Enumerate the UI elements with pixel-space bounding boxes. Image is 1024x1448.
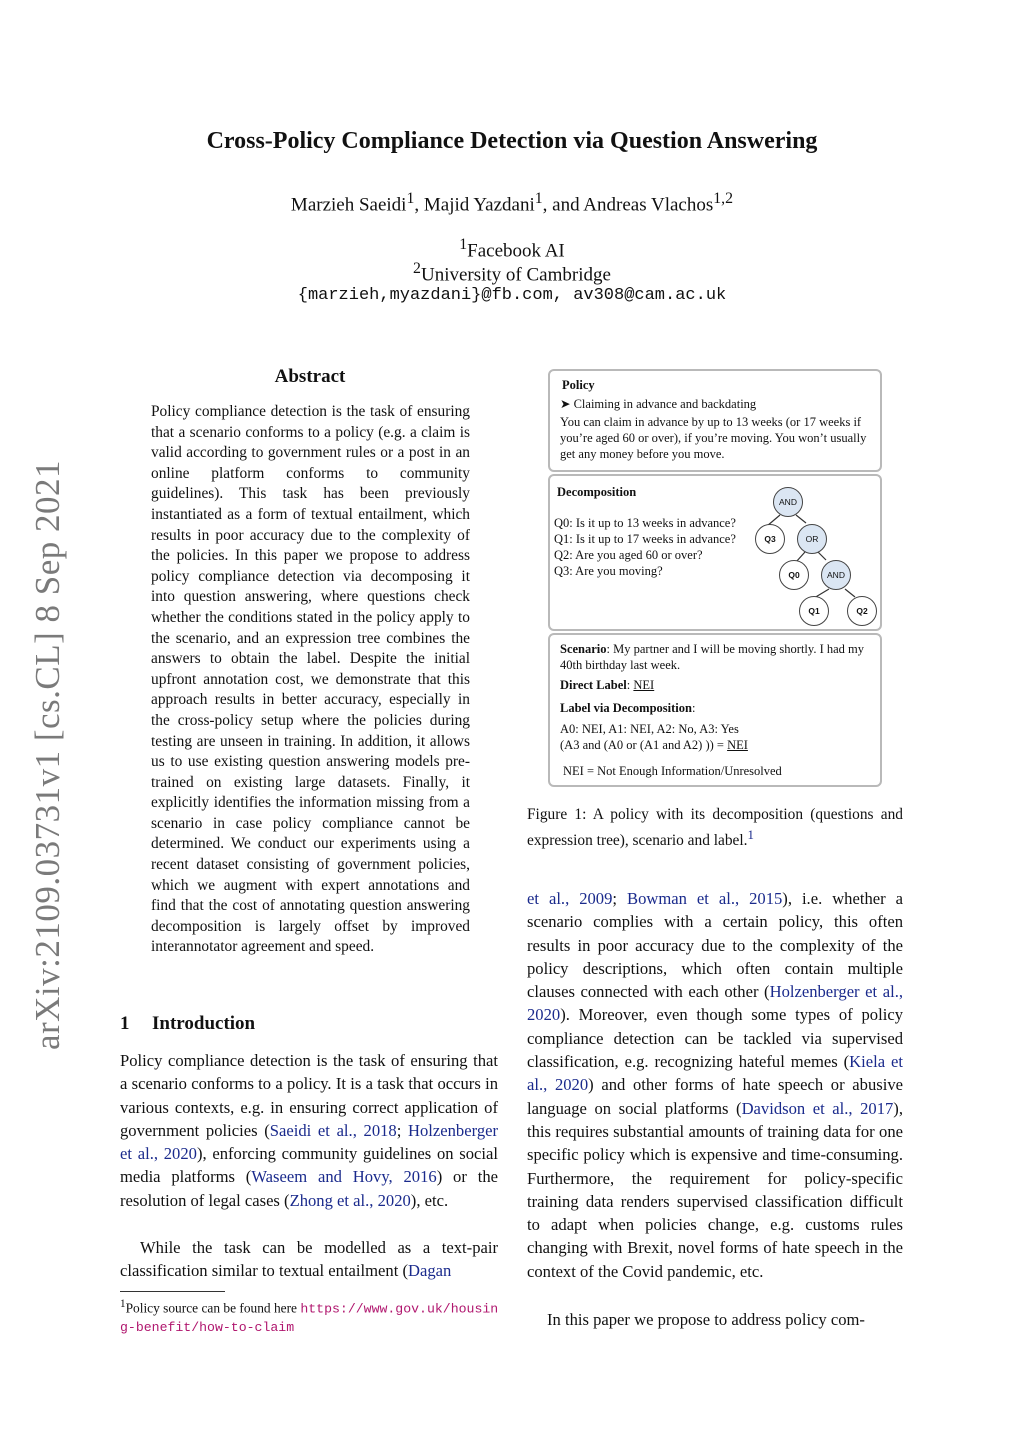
expression-line: (A3 and (A0 or (A1 and A2) )) = NEI bbox=[560, 738, 748, 752]
footnote-divider bbox=[120, 1291, 225, 1292]
section-title: Introduction bbox=[152, 1013, 256, 1034]
citation-link[interactable]: Waseem and Hovy, 2016 bbox=[251, 1167, 437, 1187]
tree-node-and-inner: AND bbox=[821, 560, 851, 590]
footnote-mark: 1 bbox=[120, 1298, 126, 1310]
author-affil-mark: 1 bbox=[406, 190, 415, 207]
footnote-url-link[interactable]: https://www.gov.uk/housing-benefit/how-to-claim bbox=[120, 1301, 499, 1336]
question-q2: Q2: Are you aged 60 or over? bbox=[554, 548, 703, 562]
tree-node-and: AND bbox=[773, 487, 803, 517]
direct-label-value: NEI bbox=[633, 678, 655, 692]
citation-link[interactable]: Zhong et al., 2020 bbox=[289, 1190, 411, 1210]
citation-link[interactable]: Kiela et al., 2020 bbox=[527, 1052, 903, 1095]
tree-node-q1: Q1 bbox=[799, 596, 829, 626]
paper-title: Cross-Policy Compliance Detection via Question Answering bbox=[206, 128, 818, 154]
direct-label-line: Direct Label: NEI bbox=[560, 678, 655, 692]
answers-line: A0: NEI, A1: NEI, A2: No, A3: Yes bbox=[560, 722, 739, 736]
tree-node-q3: Q3 bbox=[755, 524, 785, 554]
author-emails: {marzieh,myazdani}@fb.com, av308@cam.ac.uk bbox=[297, 286, 727, 305]
author-affil-mark: 1,2 bbox=[713, 190, 734, 207]
decomposition-label-line: Label via Decomposition: bbox=[560, 701, 696, 715]
citation-link[interactable]: Holzenberger et al., 2020 bbox=[527, 982, 903, 1025]
policy-text: You can claim in advance by up to 13 weeks (or 17 weeks if you’re aged 60 or over), if you’re moving. You won’t usually get any money before you move. bbox=[560, 415, 867, 461]
right-column-paragraph-1: et al., 2009; Bowman et al., 2015), i.e. whether a scenario complies with a certain policy, this often results in poor accuracy due to the complexity of the policy descriptions, which often contain multiple clauses connected with each other (Holzenberger et al., 2020). Moreover, even though some types of policy compliance detection can be tackled via supervised classification, e.g. recognizing hateful memes (Kiela et al., 2020) and other forms of hate speech or abusive language on social platforms (Davidson et al., 2017), this requires substantial amounts of training data for one specific policy which is expensive and time-consuming. Furthermore, the requirement for policy-specific training data renders supervised classification difficult to adapt when policies change, e.g. customs rules changing with Brexit, novel forms of hate speech in the context of the Covid pandemic, etc. bbox=[527, 889, 903, 1281]
right-column-paragraph-2: In this paper we propose to address policy com- bbox=[547, 1310, 865, 1329]
tree-edge bbox=[796, 515, 806, 523]
author-affil-mark: 1 bbox=[534, 190, 543, 207]
tree-edge bbox=[845, 589, 855, 597]
policy-heading: Policy bbox=[562, 378, 595, 392]
scenario-label: Scenario bbox=[560, 642, 607, 656]
abstract-heading: Abstract bbox=[274, 366, 346, 387]
affiliation-1: $^1$Facebook AI bbox=[459, 236, 565, 262]
author-list: Marzieh Saeidi$^1$, Majid Yazdani$^1$, and Andreas Vlachos$^{1,2}$ bbox=[290, 190, 734, 216]
author-name: Andreas Vlachos bbox=[583, 194, 714, 216]
scenario-text: Scenario: My partner and I will be moving shortly. I had my 40th birthday last week. bbox=[560, 642, 865, 672]
section-heading-introduction bbox=[120, 1013, 255, 1035]
nei-legend: NEI = Not Enough Information/Unresolved bbox=[563, 764, 782, 778]
tree-node-q2: Q2 bbox=[847, 596, 877, 626]
citation-link[interactable]: Davidson et al., 2017 bbox=[741, 1098, 894, 1118]
expression-value: NEI bbox=[727, 738, 748, 752]
question-q1: Q1: Is it up to 17 weeks in advance? bbox=[554, 532, 736, 546]
decomposition-heading: Decomposition bbox=[557, 485, 637, 499]
figure-policy-panel bbox=[548, 369, 882, 472]
intro-paragraph-1: Policy compliance detection is the task of ensuring that a scenario conforms to a policy. It is a task that occurs in various contexts, e.g. in ensuring correct application of government policies (Saeidi et al., 2018; Holzenberger et al., 2020), enforcing community guidelines on social media platforms (Waseem and Hovy, 2016) or the resolution of legal cases (Zhong et al., 2020), etc. bbox=[120, 1051, 499, 1210]
tree-edge bbox=[818, 552, 826, 560]
figure-scenario-panel bbox=[548, 633, 882, 787]
figure-decomposition-panel bbox=[548, 474, 882, 631]
expression-tree-edges bbox=[550, 476, 880, 629]
question-q0: Q0: Is it up to 13 weeks in advance? bbox=[554, 516, 736, 530]
policy-bullet: ➤ Claiming in advance and backdating bbox=[560, 397, 757, 411]
author-name: Marzieh Saeidi bbox=[290, 194, 407, 216]
footnote: $^1$Policy source can be found here https://www.gov.uk/housing-benefit/how-to-claim bbox=[120, 1298, 499, 1336]
section-number: 1 bbox=[120, 1013, 130, 1034]
intro-paragraph-2: While the task can be modelled as a text-pair classification similar to textual entailment (Dagan bbox=[120, 1238, 498, 1281]
abstract-text: Policy compliance detection is the task of ensuring that a scenario conforms to a policy (e.g. a claim is valid according to government rules or a post in an online platform conforms to community guidelines). This task has been previously instantiated as a form of textual entailment, which results in poor accuracy due to the complexity of the policies. In this paper we propose to address policy compliance detection via decomposing it into question answering, where questions check whether the conditions stated in the policy apply to the scenario, and an expression tree combines the answers to obtain the label. Despite the initial upfront annotation cost, we demonstrate that this approach results in better accuracy, especially in the cross-policy setup where the policies during testing are unseen in training. In addition, it allows us to use existing question answering models pre-trained on existing large datasets. Finally, it explicitly identifies the information missing from a scenario in case policy compliance cannot be determined. We conduct our experiments using a recent dataset consisting of government policies, which we augment with expert annotations and find that the cost of annotating question answering decomposition is largely offset by improved interannotator agreement and speed. bbox=[151, 403, 470, 956]
affiliation-2: $^2$University of Cambridge bbox=[413, 260, 611, 286]
citation-link[interactable]: et al., 2009 bbox=[527, 889, 613, 908]
question-q3: Q3: Are you moving? bbox=[554, 564, 663, 578]
arxiv-identifier-text: arXiv:2109.03731v1 [cs.CL] 8 Sep 2021 bbox=[28, 459, 67, 1051]
arxiv-identifier bbox=[18, 455, 78, 1055]
citation-link[interactable]: Dagan bbox=[408, 1261, 452, 1281]
citation-link[interactable]: Saeidi et al., 2018 bbox=[269, 1120, 397, 1140]
citation-link[interactable]: Bowman et al., 2015 bbox=[627, 889, 783, 908]
tree-node-or: OR bbox=[797, 524, 827, 554]
tree-node-q0: Q0 bbox=[779, 560, 809, 590]
citation-link[interactable]: Holzenberger et al., 2020 bbox=[120, 1120, 499, 1164]
author-name: Majid Yazdani bbox=[423, 194, 535, 216]
figure-caption: Figure 1: A policy with its decomposition (questions and expression tree), scenario and label.$^1$ bbox=[527, 806, 903, 850]
footnote-ref[interactable]: 1 bbox=[747, 828, 754, 842]
